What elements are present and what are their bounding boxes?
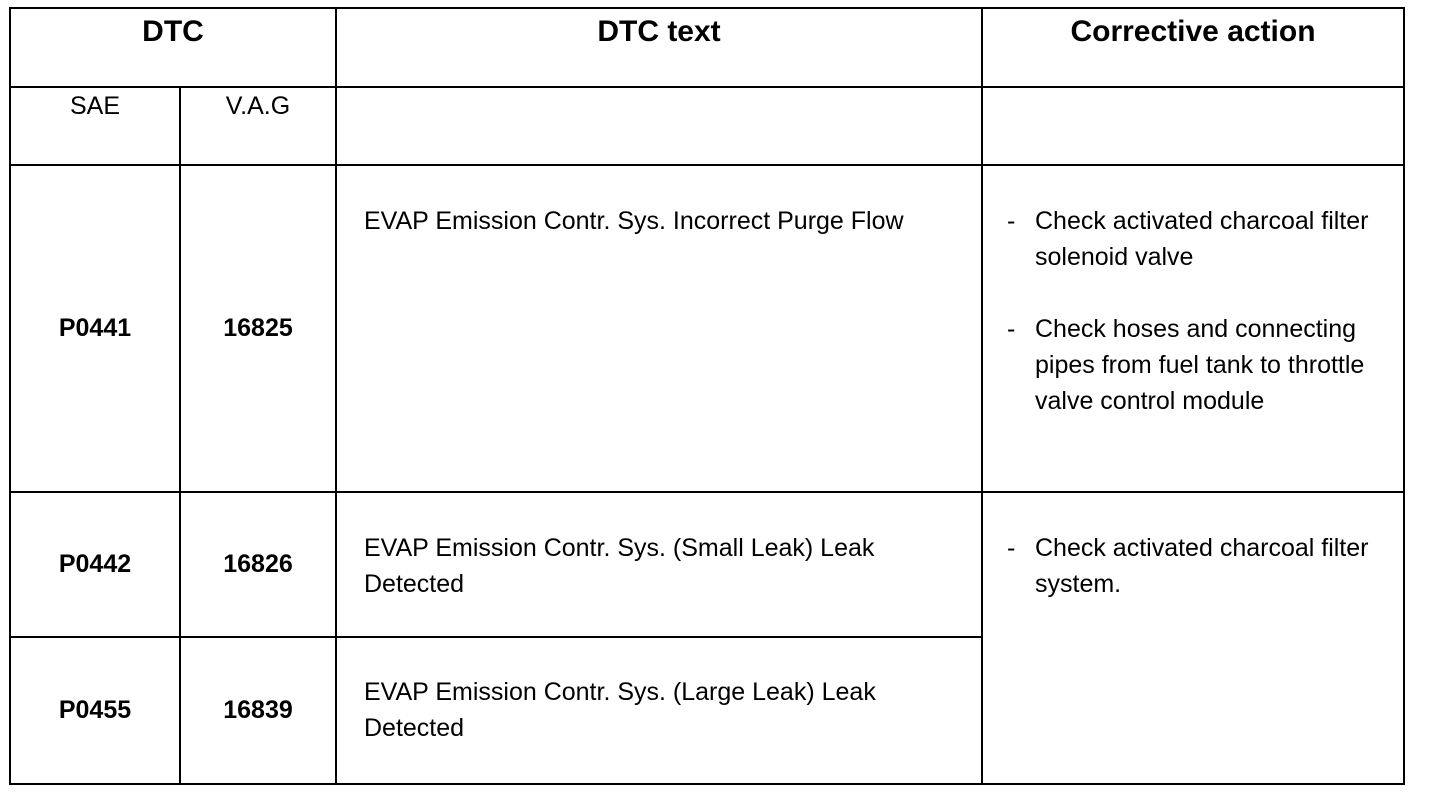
bullet-dash: - [1007,534,1016,562]
subheader-sae: SAE [10,87,180,165]
bullet-dash: - [1007,207,1016,235]
sae-code: P0455 [10,637,180,784]
table-row [10,165,1404,492]
dtc-text: EVAP Emission Contr. Sys. (Large Leak) Leak Detected [336,637,982,784]
sae-code: P0441 [10,165,180,492]
header-dtc-text: DTC text [336,8,982,87]
sae-code: P0442 [10,492,180,637]
vag-code: 16825 [180,165,336,492]
action-item [1007,311,1387,419]
bullet-dash: - [1007,315,1016,343]
header-row [10,8,1404,87]
subheader-vag: V.A.G [180,87,336,165]
dtc-text: EVAP Emission Contr. Sys. (Small Leak) Leak Detected [336,492,982,637]
subheader-empty-action [982,87,1404,165]
action-text: Check activated charcoal filter system. [1035,534,1369,598]
action-text: Check activated charcoal filter solenoid valve [1035,207,1369,271]
action-item [1007,530,1387,602]
header-dtc: DTC [10,8,336,87]
subheader-empty-text [336,87,982,165]
header-corrective-action: Corrective action [982,8,1404,87]
action-item [1007,203,1387,275]
subheader-row [10,87,1404,165]
vag-code: 16826 [180,492,336,637]
corrective-action-cell [982,492,1404,784]
dtc-table [9,7,1405,785]
dtc-text: EVAP Emission Contr. Sys. Incorrect Purge Flow [336,165,982,492]
action-text: Check hoses and connecting pipes from fuel tank to throttle valve control module [1035,315,1365,415]
vag-code: 16839 [180,637,336,784]
table-row [10,492,1404,637]
corrective-action-cell [982,165,1404,492]
